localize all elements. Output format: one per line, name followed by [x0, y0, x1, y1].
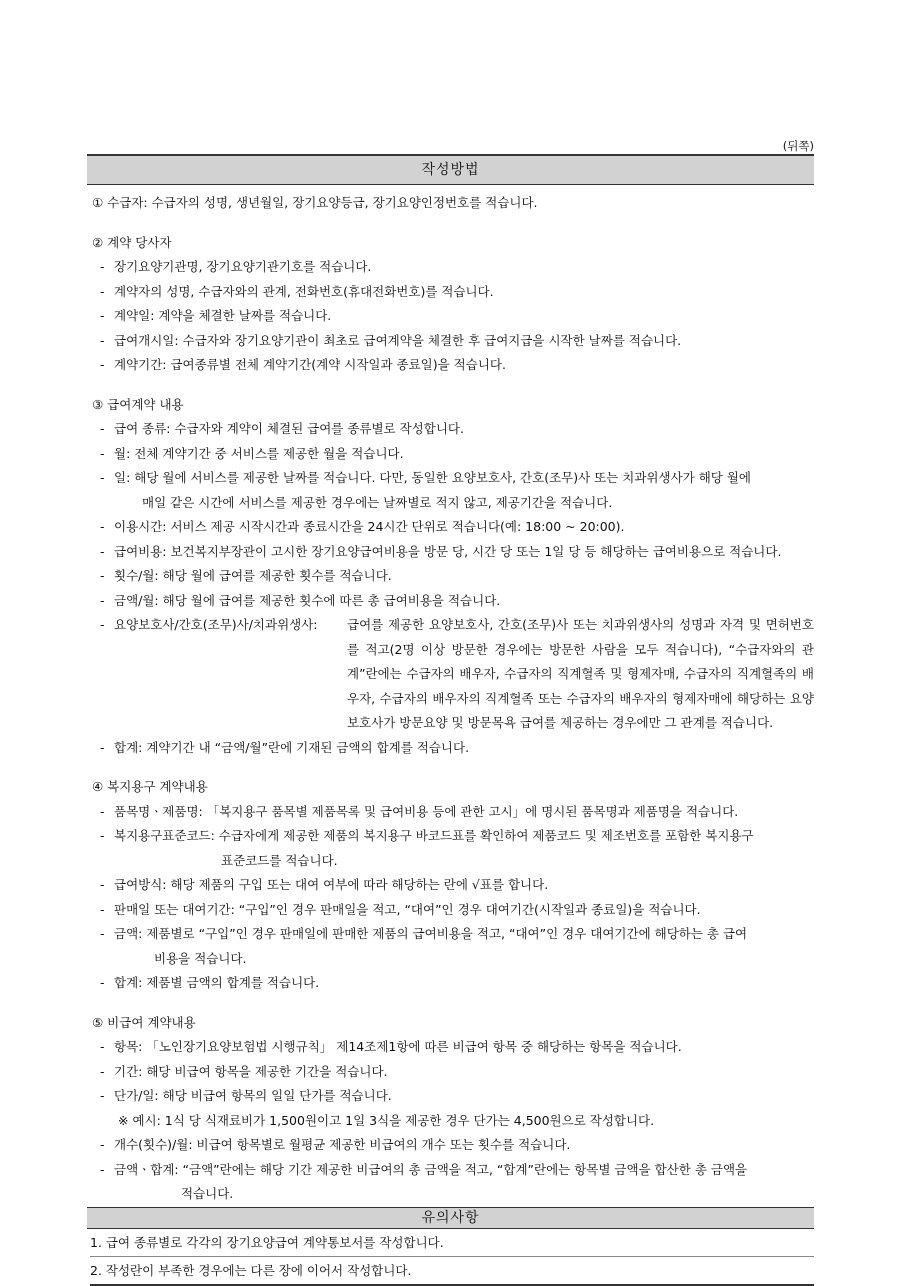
- list-item: - 횟수/월: 해당 월에 급여를 제공한 횟수를 적습니다.: [100, 568, 392, 583]
- list-item: - 이용시간: 서비스 제공 시작시간과 종료시간을 24시간 단위로 적습니다(예: 18:00 ~ 20:00).: [100, 519, 625, 534]
- worker-description: 급여를 제공한 요양보호사, 간호(조무)사 또는 치과위생사의 성명과 자격 및 면허번호를 적고(2명 이상 방문한 경우에는 방문한 사람을 모두 적습니다), “수급자와의 관계”란에는 수급자의 배우자, 수급자의 직계혈족 및 형제자매, 수급자의 직계혈족의 배우자, 수급자의 배우자의 직계혈족 또는 수급자의 배우자의 형제자매에 해당하는 요양보호사가 방문요양 및 방문목욕 급여를 제공하는 경우에만 그 관계를 적습니다.: [347, 617, 814, 730]
- list-item: - 금액/월: 해당 월에 급여를 제공한 횟수에 따른 총 급여비용을 적습니다.: [100, 592, 501, 608]
- worker-label: 요양보호사/간호(조무)사/치과위생사:: [114, 617, 318, 632]
- list-item: - 급여방식: 해당 제품의 구입 또는 대여 여부에 따라 해당하는 란에 √표를 합니다.: [100, 877, 549, 892]
- list-item-worker: - 요양보호사/간호(조무)사/치과위생사: 급여를 제공한 요양보호사, 간호(조무)사 또는 치과위생사의 성명과 자격 및 면허번호를 적고(2명 이상 방문한 경우에는 방문한 사람을 모두 적습니다), “수급자와의 관계”란에는 수급자의 배우자, 수급자의 직계혈족 및 형제자매, 수급자의 직계혈족의 배우자, 수급자의 배우자의 직계혈족 또는 수급자의 배우자의 형제자매에 해당하는 요양보호사가 방문요양 및 방문목욕 급여를 제공하는 경우에만 그 관계를 적습니다.: [92, 613, 814, 736]
- notes-title: 유의사항: [87, 1207, 814, 1229]
- non-benefit-heading: ⑤ 비급여 계약내용: [92, 1014, 196, 1030]
- section-title: 작성방법: [87, 154, 814, 185]
- list-item: - 품목명ㆍ제품명: 「복지용구 품목별 제품목록 및 급여비용 등에 관한 고시」에 명시된 품목명과 제품명을 적습니다.: [100, 803, 739, 819]
- list-item: - 급여비용: 보건복지부장관이 고시한 장기요양급여비용을 방문 당, 시간 당 또는 1일 당 등 해당하는 급여비용으로 적습니다.: [100, 543, 782, 559]
- list-item-amount: - 금액: 제품별로 “구입”인 경우 판매일에 판매한 제품의 급여비용을 적고, “대여”인 경우 대여기간에 해당하는 총 급여 비용을 적습니다.: [100, 926, 748, 966]
- parties-heading: ② 계약 당사자: [92, 234, 172, 250]
- list-item: - 월: 전체 계약기간 중 서비스를 제공한 월을 적습니다.: [100, 445, 404, 461]
- list-item: - 계약일: 계약을 체결한 날짜를 적습니다.: [100, 308, 332, 323]
- list-item: - 기간: 해당 비급여 항목을 제공한 기간을 적습니다.: [100, 1063, 388, 1079]
- list-item: - 장기요양기관명, 장기요양기관기호를 적습니다.: [100, 259, 372, 274]
- list-item: - 단가/일: 해당 비급여 항목의 일일 단가를 적습니다.: [100, 1088, 392, 1103]
- section-non-benefit: [92, 1011, 814, 1207]
- instructions-body: [87, 185, 814, 1207]
- list-item-day: - 일: 해당 월에 서비스를 제공한 날짜를 적습니다. 다만, 동일한 요양보호사, 간호(조무)사 또는 치과위생사가 해당 월에 매일 같은 시간에 서비스를 제공한 경우에는 날짜별로 적지 않고, 제공기간을 적습니다.: [100, 470, 751, 510]
- recipient-line: ① 수급자: 수급자의 성명, 생년월일, 장기요양등급, 장기요양인정번호를 적습니다.: [92, 195, 538, 210]
- section-benefit-contract: [92, 393, 814, 761]
- list-item-total: - 합계: 제품별 금액의 합계를 적습니다.: [100, 975, 320, 990]
- list-item-total: - 합계: 계약기간 내 “금액/월”란에 기재된 금액의 합계를 적습니다.: [100, 739, 470, 755]
- note-item: 2. 작성란이 부족한 경우에는 다른 장에 이어서 작성합니다.: [90, 1257, 814, 1286]
- list-item: - 개수(횟수)/월: 비급여 항목별로 월평균 제공한 비급여의 개수 또는 횟수를 적습니다.: [100, 1137, 571, 1152]
- instructions-page: [87, 138, 814, 1286]
- section-parties: [92, 231, 814, 378]
- example-note: ※ 예시: 1식 당 식재료비가 1,500원이고 1일 3식을 제공한 경우 단가는 4,500원으로 작성합니다.: [118, 1112, 655, 1128]
- welfare-heading: ④ 복지용구 계약내용: [92, 779, 208, 794]
- list-item: - 계약기간: 급여종류별 전체 계약기간(계약 시작일과 종료일)을 적습니다.: [100, 357, 506, 372]
- list-item: - 계약자의 성명, 수급자와의 관계, 전화번호(휴대전화번호)를 적습니다.: [100, 283, 494, 299]
- section-welfare-equipment: [92, 775, 814, 996]
- list-item: - 판매일 또는 대여기간: “구입”인 경우 판매일을 적고, “대여”인 경우 대여기간(시작일과 종료일)을 적습니다.: [100, 901, 701, 917]
- benefit-heading: ③ 급여계약 내용: [92, 396, 184, 412]
- list-item: - 항목: 「노인장기요양보험법 시행규칙」 제14조제1항에 따른 비급여 항목 중 해당하는 항목을 적습니다.: [100, 1039, 682, 1054]
- list-item: - 급여 종류: 수급자와 계약이 체결된 급여를 종류별로 작성합니다.: [100, 421, 464, 436]
- notes-list: [87, 1229, 814, 1286]
- note-item: 1. 급여 종류별로 각각의 장기요양급여 계약통보서를 작성합니다.: [90, 1229, 814, 1257]
- list-item-code: - 복지용구표준코드: 수급자에게 제공한 제품의 복지용구 바코드표를 확인하여 제품코드 및 제조번호를 포함한 복지용구 표준코드를 적습니다.: [100, 828, 754, 868]
- section-recipient: [92, 191, 814, 216]
- page-side-label: (뒤쪽): [782, 139, 814, 153]
- list-item-amount-total: - 금액ㆍ합계: “금액”란에는 해당 기간 제공한 비급여의 총 금액을 적고, “합계”란에는 항목별 금액을 합산한 총 금액을 적습니다.: [100, 1161, 748, 1201]
- list-item: - 급여개시일: 수급자와 장기요양기관이 최초로 급여계약을 체결한 후 급여지급을 시작한 날짜를 적습니다.: [100, 332, 682, 348]
